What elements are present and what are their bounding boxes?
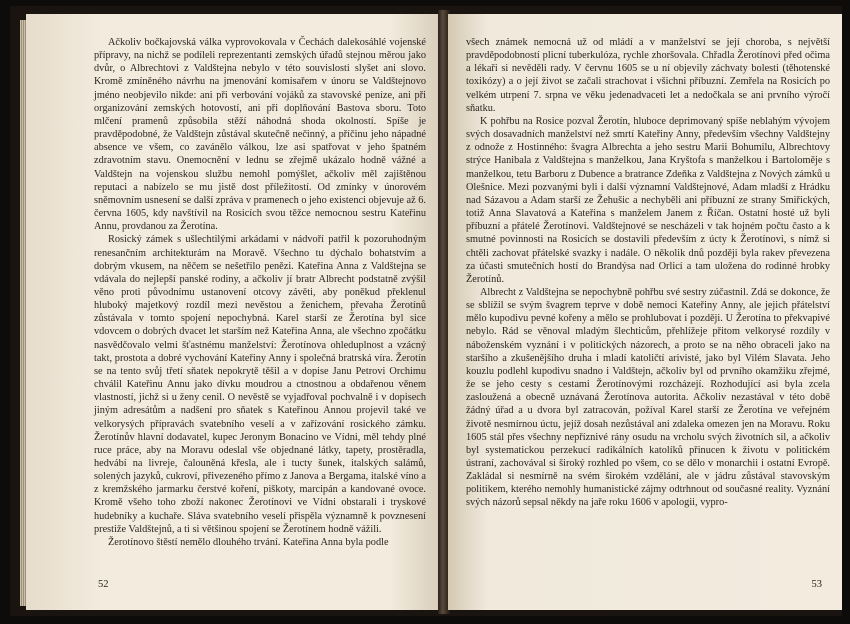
paragraph: Ačkoliv bočkajovská válka vyprovokovala v Čechách dalekosáhlé vojenské přípravy, na nichž se podíleli reprezentanti zemských úřadů stejnou měrou jako dvůr, o Albrechtovi z Valdštejna nebylo v této souvislosti slyšet ani slovo. Kromě zmíněného návrhu na jmenování komisařem v únoru se Valdštejnovo jméno neobjevilo nikde: ani při verbování vojáků za stavovské peníze, ani při organizování zemských hotovostí, ani při doplňování Bastova sboru. Toto mlčení pramenů způsobila stěží náhodná shoda okolností. Spíše je pravděpodobné, že Valdštejn zůstával skutečně nečinný, a příčinu jeho nápadné absence ve všem, co zavánělo válkou, lze asi spatřovat v jeho špatném zdravotním stavu. Onemocnění v lednu se zřejmě ukázalo hodně vážné a Valdštejn na vojenskou službu nemohl pomýšlet, ačkoliv měl zajištěnou reputaci a nabízelo se mu jistě dost příležitostí. Od zmínky v únorovém sněmovním usnesení se další zpráva v pramenech o jeho existenci objevuje až 6. června 1605, kdy navštívil na Rosicích svou těžce nemocnou sestru Kateřinu Annu, provdanou za Žerotína.: [94, 37, 426, 233]
open-book: [10, 6, 842, 616]
right-page: [448, 14, 842, 610]
right-page-text: [466, 36, 830, 510]
paragraph: K pohřbu na Rosice pozval Žerotín, hluboce deprimovaný spíše neblahým vývojem svých dosavadních manželství než smrtí Kateřiny Anny, především všechny Valdštejny z odnože z Hostinného: švagra Albrechta a jeho sestru Marii Bohumilu, Albrechtovy strýce Hanibala z Valdštejna s manželkou, Jana Kryštofa s manželkou i Bartoloměje s manželkou, tetu Barboru z Dubence a bratrance Zdeňka z Valdštejna z Nových zámků u Olešnice. Mezi pozvanými byli i další významní Valdštejnové, Adam mladší z Hrádku nad Sázavou a Adam starší ze Žehušic a nechyběli ani příbuzní ze strany Smiřických, totiž Anna Slavatová a Kateřina s manželem Janem z Říčan. Ostatní hosté už byli příbuzní a přátelé Žerotínovi. Valdštejnové se nescházeli v tak hojném počtu často a k smutné povinnosti na Rosicích se dostavili především z úcty k Žerotínovi, s nímž si chtěli zachovat přátelské svazky i nadále. O několik dnů později byla rakev převezena za účasti smutečních hostí do Brandýsa nad Orlicí a tam uložena do rodinné hrobky Žerotínů.: [466, 115, 830, 285]
left-page: [26, 14, 440, 610]
paragraph: Žerotínovo štěstí nemělo dlouhého trvání. Kateřina Anna byla podle: [108, 536, 389, 548]
paragraph: všech známek nemocná už od mládí a v manželství se její choroba, s největší pravděpodobností plicní tuberkulóza, rychle zhoršovala. Chřadla Žerotínovi před očima a lékaři si nevěděli rady. V červnu 1605 se u ní objevily záchvaty bolesti (těhotenské toxikózy) a o její život se začali strachovat i všichni příbuzní. Zemřela na Rosicích po velkém utrpení 7. srpna ve věku jedenadvaceti let a nedočkala se ani prvního výročí sňatku.: [466, 37, 830, 114]
page-number-left: 52: [98, 579, 109, 590]
page-number-right: 53: [811, 579, 822, 590]
paragraph: Albrecht z Valdštejna se nepochybně pohřbu své sestry zúčastnil. Zdá se dokonce, že se sblížil se svým švagrem teprve v době nemoci Kateřiny Anny, ale jejich přátelství mělo kupodivu pevné kořeny a mělo se prohlubovat i později. U Žerotína to překvapivé nebylo. Rád se věnoval mladým šlechticům, přehlížeje přitom velkorysé rozdíly v náboženském vyznání i v politických názorech, a proto se na něho obraceli jako na staršího a zkušenějšího druha i mladí katoličtí arivisté, jako byl Vilém Slavata. Jeho kouzlu podlehl kupodivu snadno i Valdštejn, ačkoliv byl od prvního okamžiku zřejmé, že se jeho cesty s cestami Žerotínovými rozcházejí. Rozhodující asi byla zcela zasloužená a obecně uznávaná Žerotínova autorita. Ačkoliv nezastával v této době žádný úřad a u dvora byl zatracován, požíval Karel starší ze Žerotína ve veřejném životě nesmírnou úctu, jejíž dosah nezůstával ani zdaleka omezen jen na Moravu. Roku 1605 stál přes všechny nepříznivé rány osudu na vrcholu svých životních sil, a ačkoliv byl systematickou perzekucí radikálních katolíků přinucen k životu v politickém ústraní, zachovával si široký rozhled po všem, co se dělo v monarchii i ostatní Evropě. Zakládal si nesmírně na svém širokém vzdělání, ale v jádru zůstával stavovským politikem, kterého nemohly humanistické zájmy odtrhnout od současné reality. Vyznání svých názorů sepsal někdy na jaře roku 1606 v apologii, vypro-: [466, 286, 830, 509]
paragraph: Rosický zámek s ušlechtilými arkádami v nádvoří patřil k pozoruhodným renesančním architekturám na Moravě. Všechno tu dýchalo bohatstvím a dobrým vkusem, na něčem se nešetřilo penězi. Kateřina Anna z Valdštejna se vdávala do nejlepší panské rodiny, a ačkoliv jí bratr Albrecht podstatně zvýšil věno proti původnímu ustanovení otcovy závěti, aby poněkud překlenul hluboký majetkový rozdíl mezi nevěstou a ženichem, převaha Žerotínů zůstávala v tomto spojení nepochybná. Karel starší ze Žerotína byl sice vdovcem o dobrých dvacet let starším než Kateřina Anna, ale všechno zpočátku nasvědčovalo velmi šťastnému manželství: Žerotínova ohleduplnost a vzácný takt, prostota a dobré vychování Kateřiny Anny i společná bratrská víra. Žerotín se na tento svůj třetí sňatek nepokrytě těšil a v dopise Janu Petrovi Orchimu chválil Kateřinu Annu jako dívku moudrou a ctnostnou a obdařenou věnem vlastností, jichž si u ženy cenil. O nevěstě se vyjadřoval pochvalně i v dopisech jiným adresátům a nadšení pro sňatek s Kateřinou Annou projevil také ve velkorysých přípravách svatebního veselí a v zařízování rosického zámku. Žerotínův hlavní dodavatel, kupec Jeronym Bonacino ve Vídni, měl tehdy plné ruce práce, aby na Moravu odeslal vše objednané látky, tapety, prostěradla, hedvábí na livreje, čalouněná křesla, ale i tucty šunek, italských salámů, solených jazyků, cukroví, přivezeného přímo z Janova a Bergama, italské víno a z kremžského jarmarku čerstvé koření, piškoty, marcipán a kandované ovoce. Kromě všeho toho zboží nakonec Žerotínovi ve Vídni obstarali i tryskové hudebníky a kuchaře. Sláva svatebního veselí přispěla významně k povznesení prestiže Valdštejnů, a ti si většinou spojení se Žerotínem hodně vážili.: [94, 234, 426, 535]
left-page-text: [94, 36, 426, 549]
